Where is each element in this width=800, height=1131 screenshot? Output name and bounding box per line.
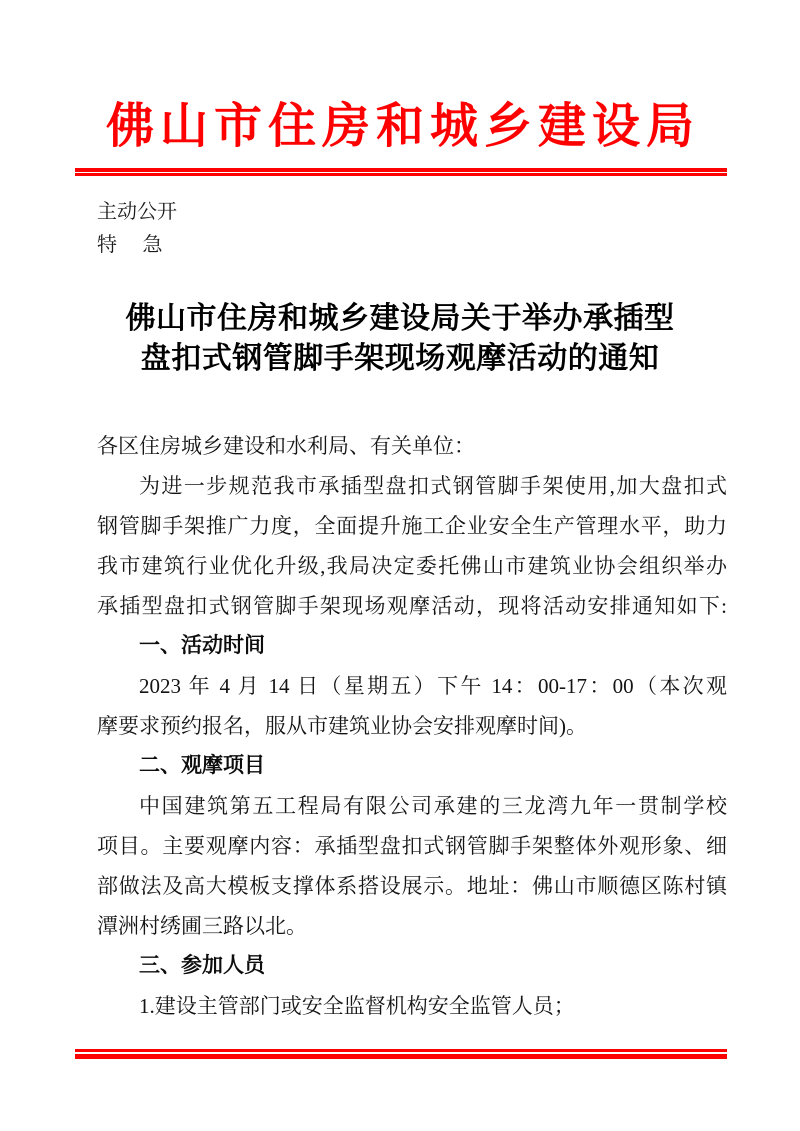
section1-heading-activity-time: 一、活动时间 [139,634,265,657]
document-meta [97,196,177,262]
section1-line2: 摩要求预约报名，服从市建筑业协会安排观摩时间)。 [97,714,587,738]
salutation-line: 各区住房城乡建设和水利局、有关单位： [97,434,475,458]
disclosure-label: 主动公开 [97,201,177,223]
document-title [0,299,800,379]
intro-paragraph-line2: 钢管脚手架推广力度，全面提升施工企业安全生产管理水平，助力 [97,514,727,538]
section2-line2: 项目。主要观摩内容：承插型盘扣式钢管脚手架整体外观形象、细 [97,834,727,858]
document-body [97,426,727,1026]
document-title-line1: 佛山市住房和城乡建设局关于举办承插型 [125,302,675,335]
footer-red-divider [75,1049,727,1059]
section2-line1: 中国建筑第五工程局有限公司承建的三龙湾九年一贯制学校 [139,794,727,818]
section1-line1: 2023 年 4 月 14 日（星期五）下午 14：00-17：00（本次观 [139,674,727,698]
section2-line4: 潭洲村绣圃三路以北。 [97,914,307,938]
section3-item1: 1.建设主管部门或安全监督机构安全监管人员； [139,994,575,1018]
section3-heading-participants: 三、参加人员 [139,954,265,977]
agency-name-header: 佛山市住房和城乡建设局 [105,100,700,153]
intro-paragraph-line3: 我市建筑行业优化升级,我局决定委托佛山市建筑业协会组织举办 [97,554,727,578]
section2-line3: 部做法及高大模板支撑体系搭设展示。地址：佛山市顺德区陈村镇 [97,874,727,898]
urgency-label: 特 急 [97,234,163,256]
intro-paragraph-line1: 为进一步规范我市承插型盘扣式钢管脚手架使用,加大盘扣式 [139,474,727,498]
document-title-line2: 盘扣式钢管脚手架现场观摩活动的通知 [140,342,660,375]
header-red-divider [75,168,727,176]
intro-paragraph-line4: 承插型盘扣式钢管脚手架现场观摩活动，现将活动安排通知如下: [97,594,727,618]
section2-heading-observation-project: 二、观摩项目 [139,754,265,777]
